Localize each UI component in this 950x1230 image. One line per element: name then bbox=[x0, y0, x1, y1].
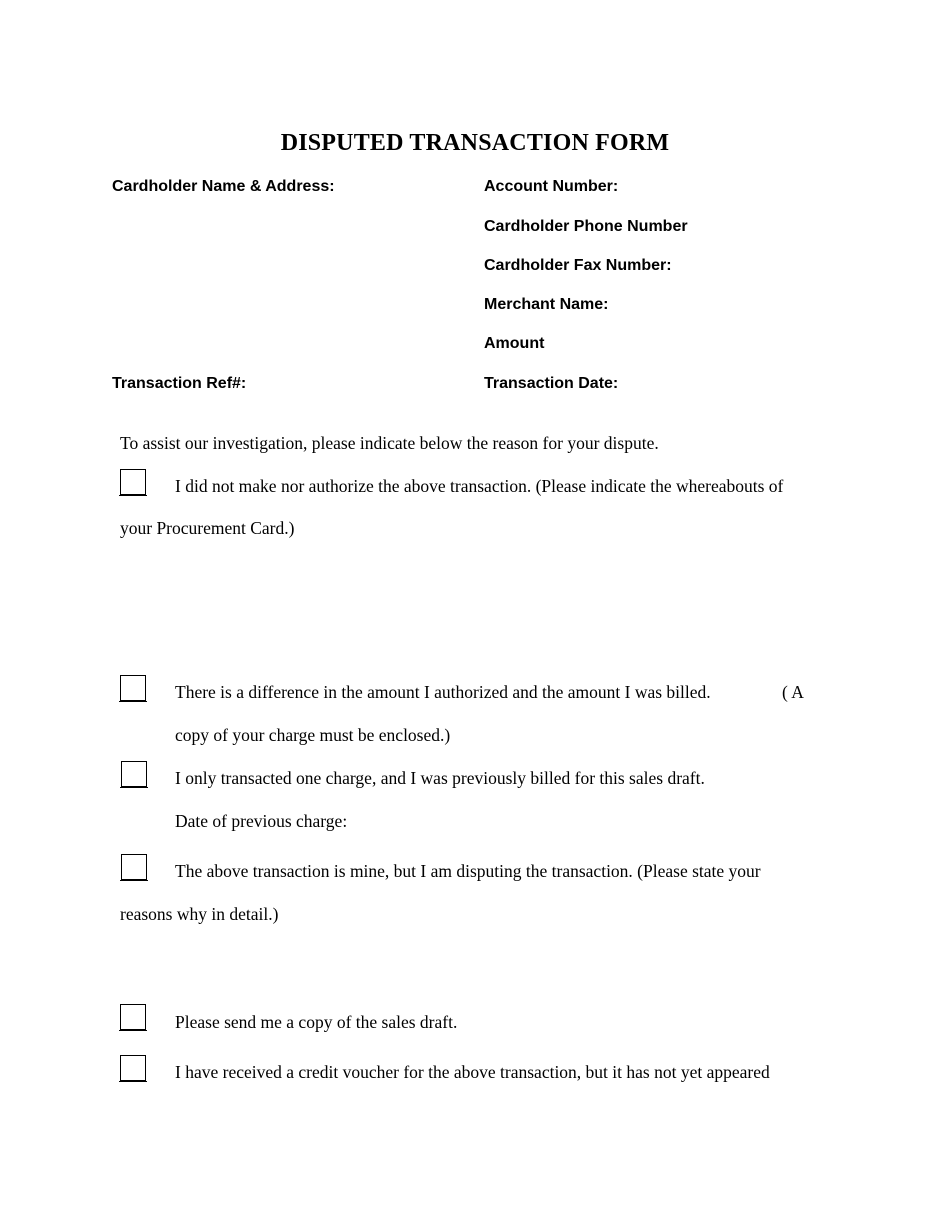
cardholder-fax-label: Cardholder Fax Number: bbox=[484, 257, 672, 274]
merchant-name-label: Merchant Name: bbox=[484, 296, 609, 313]
reason-credit-voucher-text: I have received a credit voucher for the above transaction, but it has not yet appeared bbox=[175, 1062, 770, 1082]
reason-unauthorized-text-cont: your Procurement Card.) bbox=[120, 518, 295, 538]
reason-amount-difference-checkbox[interactable] bbox=[120, 675, 146, 701]
reason-disputing-text: The above transaction is mine, but I am disputing the transaction. (Please state your bbox=[175, 861, 761, 881]
reason-sales-draft-copy-text: Please send me a copy of the sales draft. bbox=[175, 1012, 458, 1032]
transaction-date-label: Transaction Date: bbox=[484, 375, 619, 392]
transaction-ref-label: Transaction Ref#: bbox=[112, 375, 247, 392]
reason-sales-draft-copy-checkbox[interactable] bbox=[120, 1004, 146, 1030]
reason-disputing-text-cont: reasons why in detail.) bbox=[120, 904, 279, 924]
reason-unauthorized-checkbox[interactable] bbox=[120, 469, 146, 495]
date-of-previous-charge-label: Date of previous charge: bbox=[175, 811, 348, 831]
reason-disputing-checkbox[interactable] bbox=[121, 854, 147, 880]
cardholder-phone-label: Cardholder Phone Number bbox=[484, 218, 688, 235]
form-title: DISPUTED TRANSACTION FORM bbox=[280, 130, 670, 156]
amount-label: Amount bbox=[484, 335, 545, 352]
reason-unauthorized-text: I did not make nor authorize the above transaction. (Please indicate the whereabouts of bbox=[175, 476, 784, 496]
reason-credit-voucher-checkbox[interactable] bbox=[120, 1055, 146, 1081]
reason-amount-difference-text-cont: copy of your charge must be enclosed.) bbox=[175, 725, 451, 745]
reason-amount-difference-text: There is a difference in the amount I authorized and the amount I was billed. bbox=[175, 682, 711, 702]
reason-duplicate-charge-text: I only transacted one charge, and I was previously billed for this sales draft. bbox=[175, 768, 705, 788]
account-number-label: Account Number: bbox=[484, 178, 619, 195]
reason-amount-difference-tail: ( A bbox=[782, 682, 804, 702]
cardholder-name-address-label: Cardholder Name & Address: bbox=[112, 178, 335, 195]
reason-duplicate-charge-checkbox[interactable] bbox=[121, 761, 147, 787]
instructions-text: To assist our investigation, please indicate below the reason for your dispute. bbox=[120, 433, 659, 453]
